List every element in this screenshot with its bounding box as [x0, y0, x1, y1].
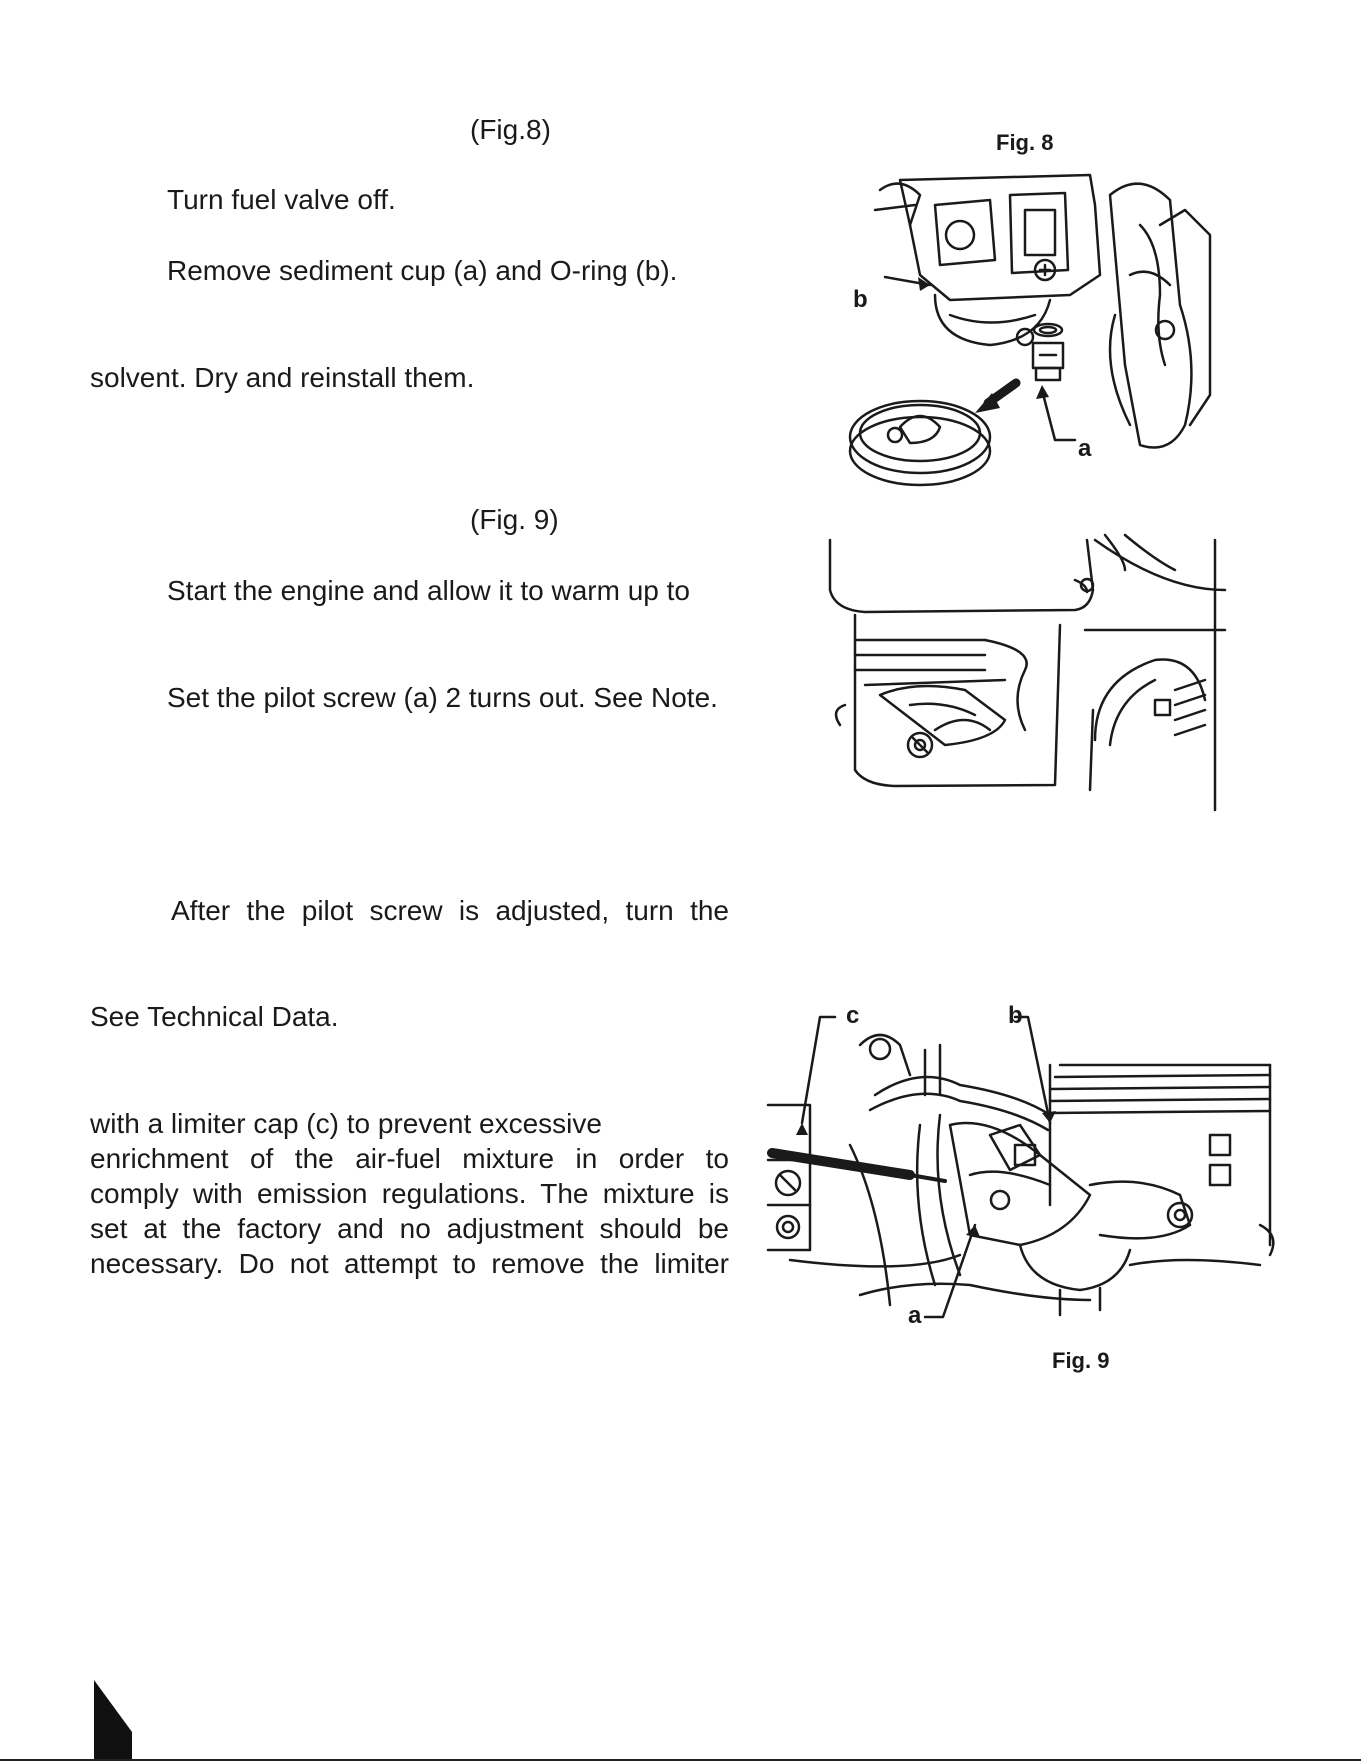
fig9-callout-c: c: [846, 1002, 860, 1029]
fig8-label: Fig. 8: [996, 130, 1054, 155]
fig9-callout-b: b: [1008, 1002, 1023, 1029]
see-technical-data: See Technical Data.: [90, 1001, 339, 1032]
step-set-pilot-screw: Set the pilot screw (a) 2 turns out. See Note.: [167, 682, 718, 713]
fig9-engine-side-illustration: [825, 530, 1225, 810]
limiter-note-line-4: set at the factory and no adjustment should be: [90, 1213, 729, 1244]
limiter-note-line-3: comply with emission regulations. The mixture is: [90, 1178, 729, 1209]
step-start-engine: Start the engine and allow it to warm up to: [167, 575, 690, 606]
step-dry-and-reinstall: solvent. Dry and reinstall them.: [90, 362, 475, 393]
fig9-label: Fig. 9: [1052, 1348, 1110, 1373]
step-turn-fuel-valve-off: Turn fuel valve off.: [167, 184, 396, 215]
step-remove-sediment-cup: Remove sediment cup (a) and O-ring (b).: [167, 255, 678, 286]
fig8-callout-b: b: [853, 286, 868, 313]
fig9-reference: (Fig. 9): [470, 504, 559, 535]
fig8-callout-a: a: [1078, 435, 1092, 462]
fig8-reference: (Fig.8): [470, 114, 551, 145]
fig8-carburetor-illustration: [840, 165, 1220, 495]
limiter-note-line-2: enrichment of the air-fuel mixture in order to: [90, 1143, 729, 1174]
step-after-adjust: After the pilot screw is adjusted, turn the: [171, 895, 729, 926]
fig9-pilot-screw-illustration: [760, 1005, 1280, 1335]
limiter-note-line-1: with a limiter cap (c) to prevent excessive: [90, 1108, 602, 1139]
limiter-note-line-5: necessary. Do not attempt to remove the limiter: [90, 1248, 729, 1279]
page-corner-tab: [94, 1680, 132, 1761]
fig9-callout-a: a: [908, 1302, 922, 1329]
